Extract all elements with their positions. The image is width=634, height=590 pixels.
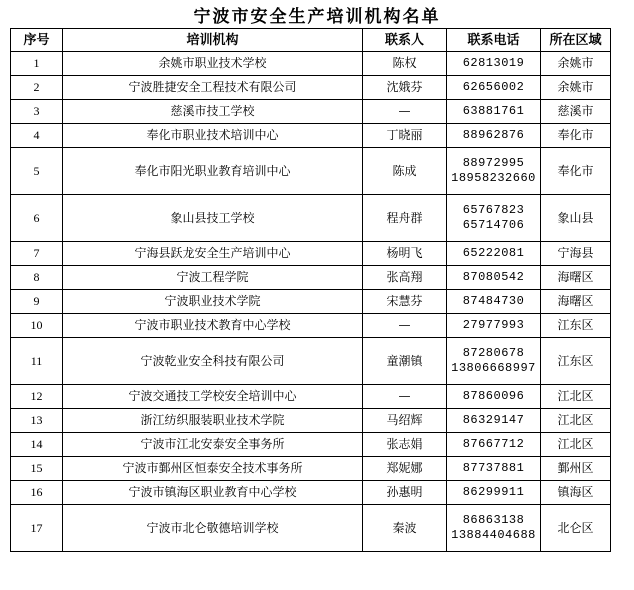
cell-region: 江东区 [541, 338, 611, 385]
cell-contact: — [363, 314, 447, 338]
cell-org: 宁波市职业技术教育中心学校 [63, 314, 363, 338]
table-row [11, 266, 611, 290]
cell-phone [447, 266, 541, 290]
cell-contact: 童潮镇 [363, 338, 447, 385]
cell-index: 14 [11, 433, 63, 457]
header-contact: 联系人 [363, 29, 447, 52]
cell-org: 宁波市北仑敬德培训学校 [63, 505, 363, 552]
cell-org: 宁波职业技术学院 [63, 290, 363, 314]
cell-org: 奉化市职业技术培训中心 [63, 124, 363, 148]
page-title: 宁波市安全生产培训机构名单 [193, 7, 441, 27]
cell-phone [447, 457, 541, 481]
cell-index: 4 [11, 124, 63, 148]
cell-index: 1 [11, 52, 63, 76]
table-row [11, 100, 611, 124]
cell-org: 宁波胜捷安全工程技术有限公司 [63, 76, 363, 100]
cell-contact: 程舟群 [363, 195, 447, 242]
table-row [11, 409, 611, 433]
phone-number: 86329147 [462, 413, 525, 427]
phone-number: 87737881 [462, 461, 525, 475]
training-institutions-table [10, 28, 611, 552]
cell-phone [447, 52, 541, 76]
cell-org: 象山县技工学校 [63, 195, 363, 242]
phone-number: 13806668997 [451, 361, 536, 375]
cell-contact: 马绍辉 [363, 409, 447, 433]
cell-index: 6 [11, 195, 63, 242]
cell-region: 镇海区 [541, 481, 611, 505]
table-row [11, 52, 611, 76]
cell-contact: 秦波 [363, 505, 447, 552]
phone-number: 65714706 [462, 218, 525, 232]
phone-number: 65767823 [462, 203, 525, 217]
cell-region: 宁海县 [541, 242, 611, 266]
cell-region: 江东区 [541, 314, 611, 338]
cell-region: 海曙区 [541, 266, 611, 290]
cell-org: 宁波乾业安全科技有限公司 [63, 338, 363, 385]
cell-phone [447, 195, 541, 242]
cell-phone [447, 76, 541, 100]
cell-org: 浙江纺织服装职业技术学院 [63, 409, 363, 433]
cell-contact: 张高翔 [363, 266, 447, 290]
table-row [11, 505, 611, 552]
table-row [11, 242, 611, 266]
cell-contact: 陈权 [363, 52, 447, 76]
cell-region: 奉化市 [541, 148, 611, 195]
cell-contact: 丁晓丽 [363, 124, 447, 148]
phone-number: 87667712 [462, 437, 525, 451]
cell-region: 江北区 [541, 433, 611, 457]
cell-phone [447, 433, 541, 457]
table-row [11, 457, 611, 481]
table-header-row [11, 29, 611, 52]
cell-phone [447, 409, 541, 433]
cell-org: 宁波市鄞州区恒泰安全技术事务所 [63, 457, 363, 481]
header-phone: 联系电话 [447, 29, 541, 52]
cell-phone [447, 314, 541, 338]
cell-region: 江北区 [541, 385, 611, 409]
cell-contact: 郑妮娜 [363, 457, 447, 481]
cell-phone [447, 385, 541, 409]
cell-index: 15 [11, 457, 63, 481]
cell-contact: 陈成 [363, 148, 447, 195]
table-row [11, 124, 611, 148]
cell-contact: — [363, 385, 447, 409]
cell-region: 北仑区 [541, 505, 611, 552]
cell-region: 象山县 [541, 195, 611, 242]
cell-phone [447, 505, 541, 552]
cell-index: 11 [11, 338, 63, 385]
phone-number: 87860096 [462, 389, 525, 403]
header-region: 所在区域 [541, 29, 611, 52]
cell-org: 宁波市江北安泰安全事务所 [63, 433, 363, 457]
phone-number: 13884404688 [451, 528, 536, 542]
cell-index: 5 [11, 148, 63, 195]
cell-org: 余姚市职业技术学校 [63, 52, 363, 76]
cell-region: 江北区 [541, 409, 611, 433]
cell-contact: 宋慧芬 [363, 290, 447, 314]
table-row [11, 385, 611, 409]
table-row [11, 338, 611, 385]
cell-index: 16 [11, 481, 63, 505]
cell-phone [447, 124, 541, 148]
cell-phone [447, 148, 541, 195]
phone-number: 87484730 [462, 294, 525, 308]
phone-number: 18958232660 [451, 171, 536, 185]
phone-number: 88972995 [462, 156, 525, 170]
cell-phone [447, 338, 541, 385]
cell-org: 慈溪市技工学校 [63, 100, 363, 124]
cell-phone [447, 481, 541, 505]
phone-number: 88962876 [462, 128, 525, 142]
cell-org: 宁波交通技工学校安全培训中心 [63, 385, 363, 409]
cell-contact: 张志娟 [363, 433, 447, 457]
table-row [11, 314, 611, 338]
cell-contact: 沈娥芬 [363, 76, 447, 100]
header-org: 培训机构 [63, 29, 363, 52]
cell-index: 9 [11, 290, 63, 314]
phone-number: 87280678 [462, 346, 525, 360]
phone-number: 87080542 [462, 270, 525, 284]
phone-number: 65222081 [462, 246, 525, 260]
cell-index: 8 [11, 266, 63, 290]
cell-contact: — [363, 100, 447, 124]
cell-index: 17 [11, 505, 63, 552]
header-index: 序号 [11, 29, 63, 52]
cell-contact: 杨明飞 [363, 242, 447, 266]
phone-number: 27977993 [462, 318, 525, 332]
table-row [11, 195, 611, 242]
cell-region: 奉化市 [541, 124, 611, 148]
phone-number: 62813019 [462, 56, 525, 70]
cell-index: 12 [11, 385, 63, 409]
table-row [11, 481, 611, 505]
cell-org: 宁波市镇海区职业教育中心学校 [63, 481, 363, 505]
cell-region: 海曙区 [541, 290, 611, 314]
cell-org: 宁海县跃龙安全生产培训中心 [63, 242, 363, 266]
cell-index: 7 [11, 242, 63, 266]
cell-region: 余姚市 [541, 52, 611, 76]
cell-region: 余姚市 [541, 76, 611, 100]
table-row [11, 433, 611, 457]
cell-index: 13 [11, 409, 63, 433]
cell-region: 慈溪市 [541, 100, 611, 124]
phone-number: 86299911 [462, 485, 525, 499]
cell-org: 奉化市阳光职业教育培训中心 [63, 148, 363, 195]
cell-index: 10 [11, 314, 63, 338]
phone-number: 63881761 [462, 104, 525, 118]
cell-index: 3 [11, 100, 63, 124]
cell-index: 2 [11, 76, 63, 100]
cell-org: 宁波工程学院 [63, 266, 363, 290]
cell-contact: 孙惠明 [363, 481, 447, 505]
phone-number: 86863138 [462, 513, 525, 527]
phone-number: 62656002 [462, 80, 525, 94]
cell-phone [447, 290, 541, 314]
cell-phone [447, 100, 541, 124]
table-row [11, 148, 611, 195]
table-row [11, 76, 611, 100]
cell-region: 鄞州区 [541, 457, 611, 481]
table-row [11, 290, 611, 314]
cell-phone [447, 242, 541, 266]
